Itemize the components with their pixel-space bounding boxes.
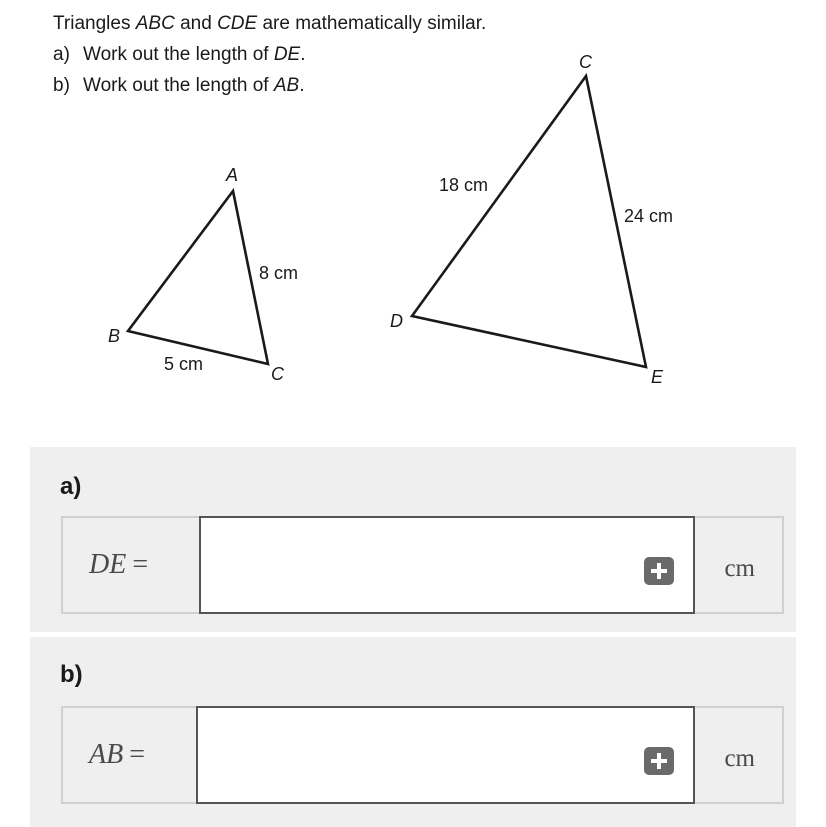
side-bc-label: 5 cm	[164, 354, 204, 374]
vertex-a-label: A	[226, 165, 239, 185]
part-a-label: a)	[60, 473, 82, 500]
vertex-b-label: B	[108, 326, 121, 346]
plus-icon[interactable]	[644, 747, 674, 775]
side-ce-label: 24 cm	[624, 206, 674, 226]
answer-row-a	[61, 516, 784, 614]
answer-b-unit: cm	[724, 745, 755, 772]
answer-section-b	[30, 637, 796, 827]
triangle-abc	[128, 191, 268, 364]
triangle-cde	[412, 76, 646, 367]
answer-a-input[interactable]	[199, 516, 695, 614]
side-dc-label: 18 cm	[439, 175, 489, 195]
answer-section-a	[30, 447, 796, 632]
plus-icon[interactable]	[644, 557, 674, 585]
vertex-d-label: D	[390, 311, 403, 331]
question-part-b: b) Work out the length of AB.	[53, 75, 305, 96]
answer-a-label: DE =	[89, 549, 149, 580]
side-ac-label: 8 cm	[259, 263, 299, 283]
answer-b-input[interactable]	[196, 706, 695, 804]
answer-b-label: AB =	[89, 739, 146, 770]
answer-a-unit: cm	[724, 555, 755, 582]
question-intro: Triangles ABC and CDE are mathematically similar.	[53, 13, 487, 34]
vertex-c-label-large: C	[579, 52, 592, 72]
question-part-a: a) Work out the length of DE.	[53, 44, 306, 65]
vertex-e-label: E	[651, 367, 664, 387]
part-b-label: b)	[60, 661, 83, 688]
vertex-c-label-small: C	[271, 364, 284, 384]
answer-row-b	[61, 706, 784, 804]
